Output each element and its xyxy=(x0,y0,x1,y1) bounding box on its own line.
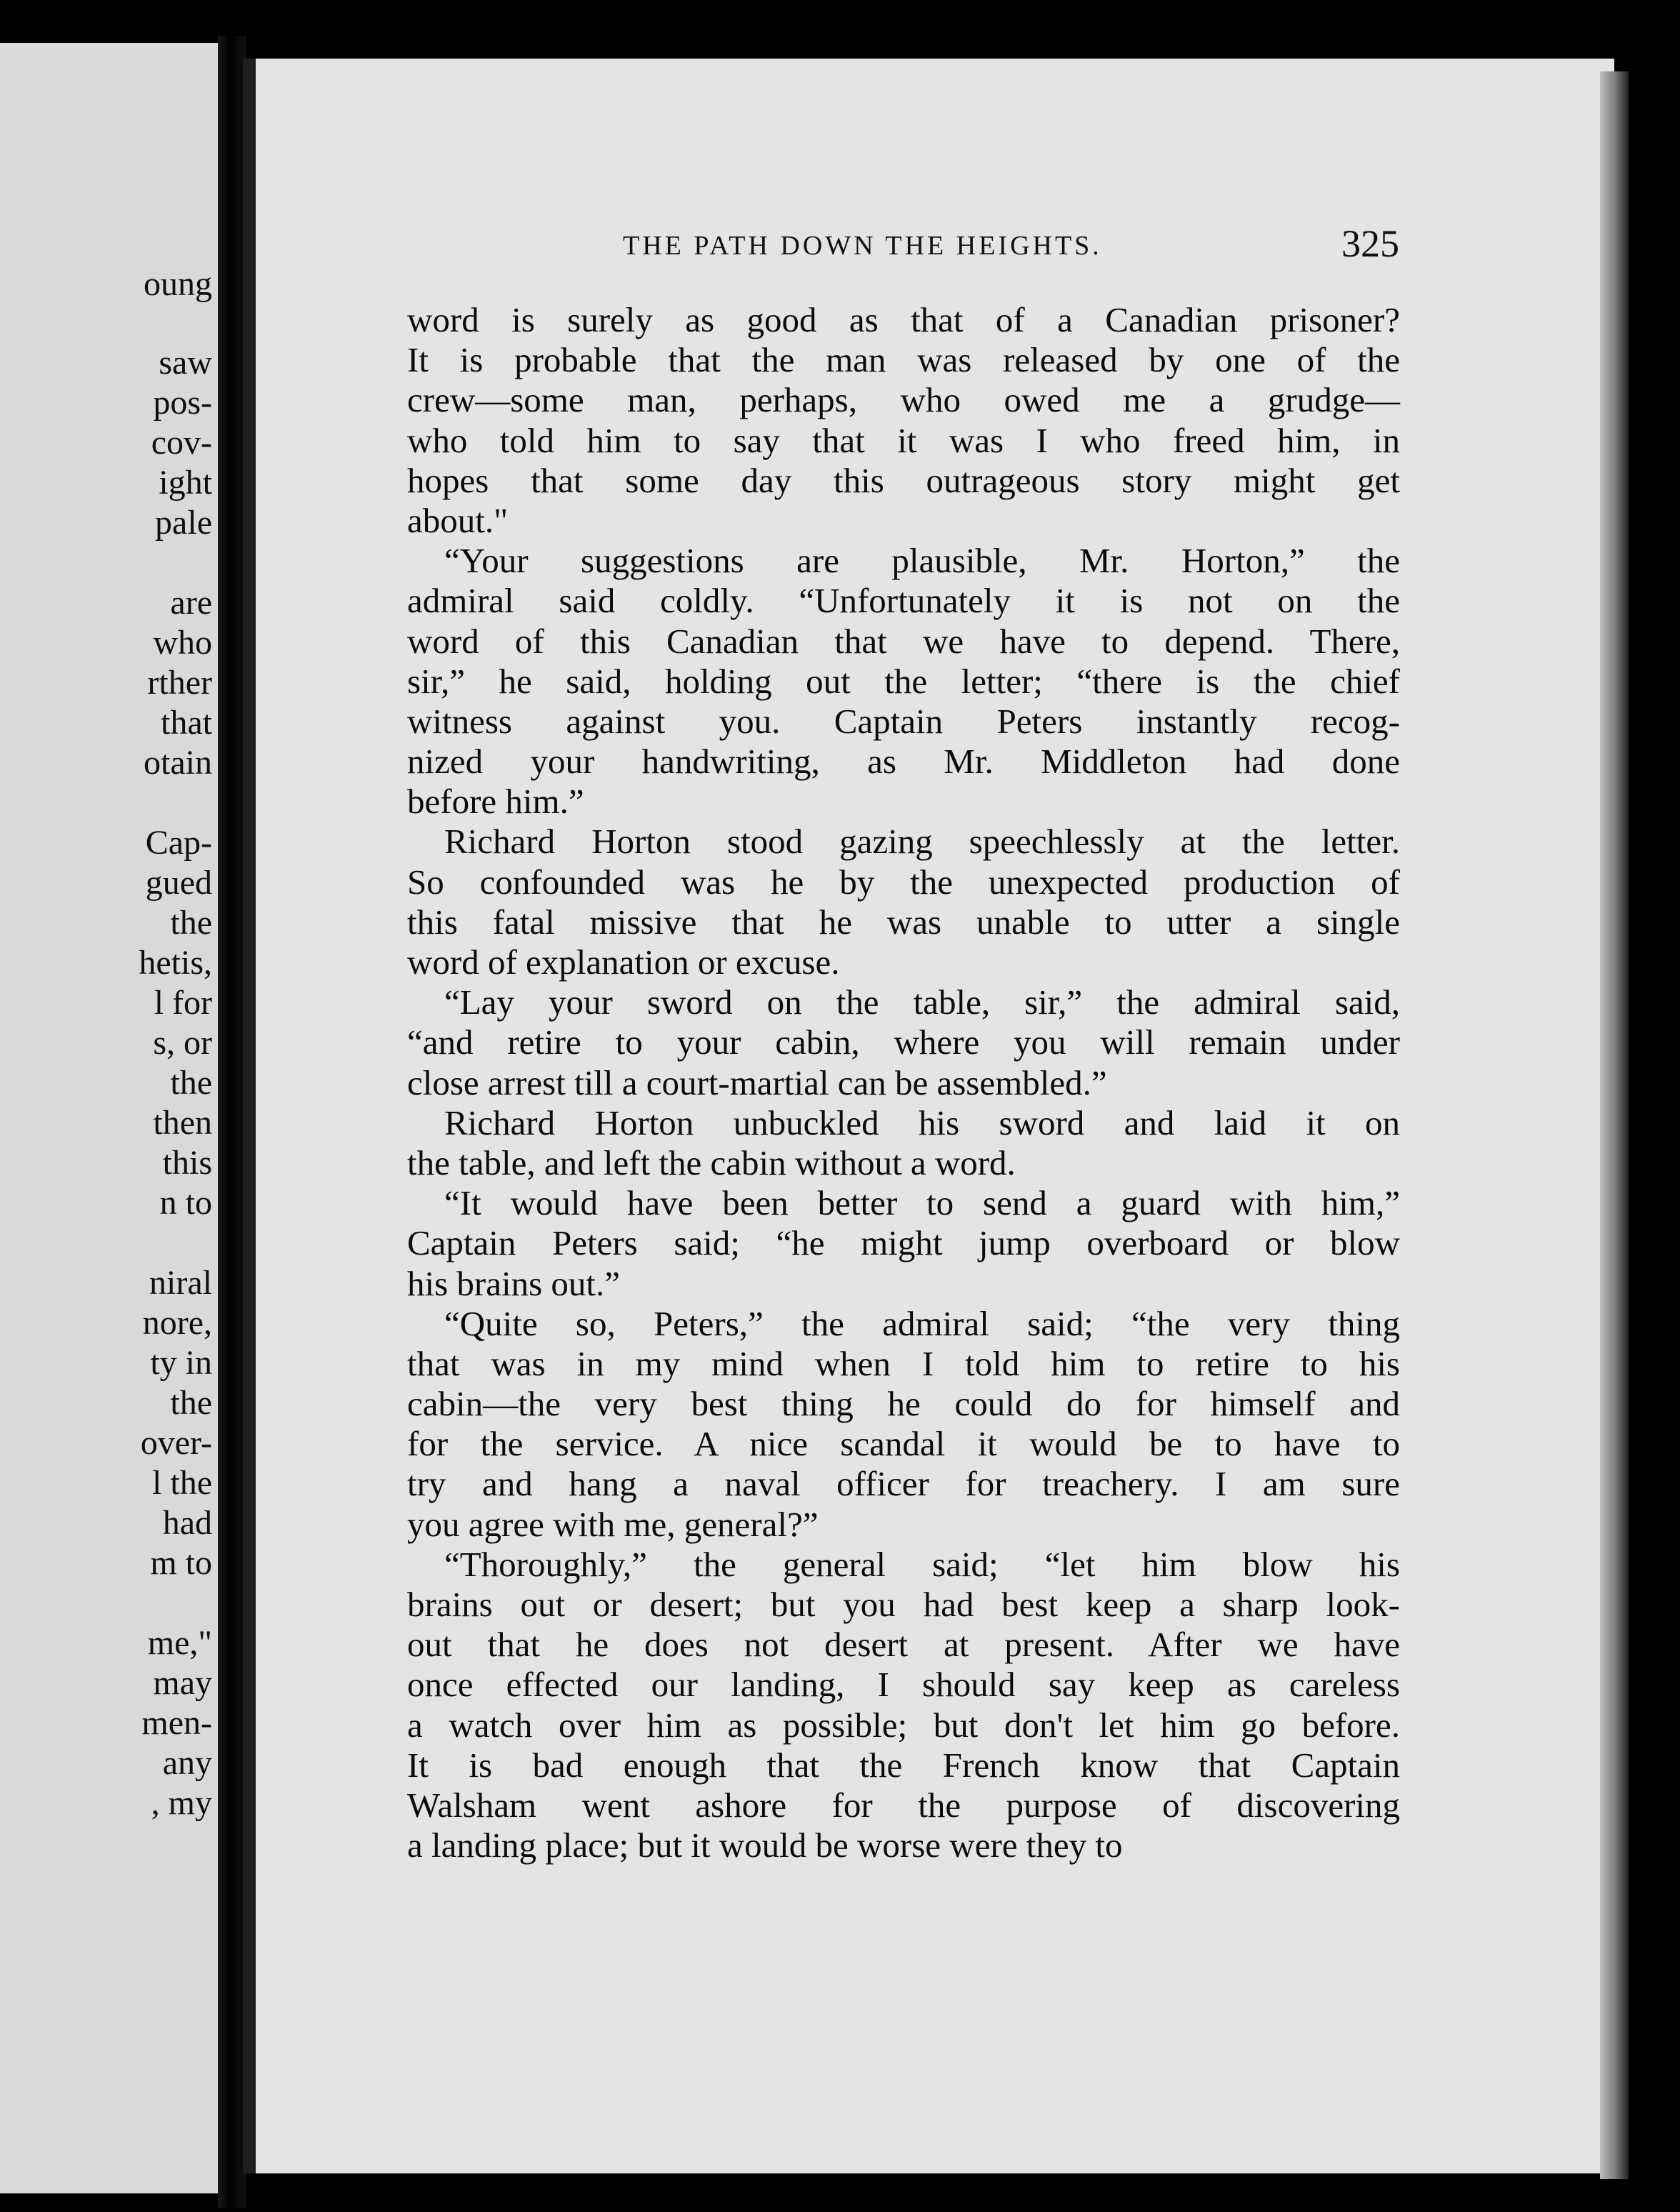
text-line: once effected our landing, I should say keep as careless xyxy=(407,1665,1400,1705)
text-line: “and retire to your cabin, where you will remain under xyxy=(407,1022,1400,1062)
left-page-fragment: who xyxy=(153,624,212,662)
left-page-fragment: me," xyxy=(147,1624,212,1662)
left-page-fragment: l the xyxy=(152,1464,212,1502)
left-page-fragment: n to xyxy=(159,1184,212,1222)
text-line: Captain Peters said; “he might jump overboard or blow xyxy=(407,1223,1400,1263)
text-line: you agree with me, general?” xyxy=(407,1504,819,1544)
left-page-fragment: ty in xyxy=(150,1344,212,1382)
text-line: before him.” xyxy=(407,782,584,822)
left-page-fragment: s, or xyxy=(153,1024,212,1062)
text-line: for the service. A nice scandal it would be to have to xyxy=(407,1424,1400,1464)
text-line: Richard Horton unbuckled his sword and laid it on xyxy=(444,1102,1400,1142)
text-line: crew—some man, perhaps, who owed me a grudge— xyxy=(407,380,1400,420)
running-head: THE PATH DOWN THE HEIGHTS. xyxy=(623,231,1102,261)
left-page-fragment: the xyxy=(170,1064,212,1102)
left-page-fragment: hetis, xyxy=(139,944,212,982)
text-line: “It would have been better to send a guard with him,” xyxy=(444,1183,1400,1223)
left-page-fragment: , my xyxy=(151,1784,212,1822)
left-page-fragment: cov- xyxy=(151,424,212,462)
text-line: a landing place; but it would be worse were they to xyxy=(407,1825,1123,1865)
body-text xyxy=(407,300,1400,1865)
text-line: word of this Canadian that we have to depend. There, xyxy=(407,621,1400,661)
text-line: Richard Horton stood gazing speechlessly at the letter. xyxy=(444,822,1400,862)
left-page-fragment: oung xyxy=(144,265,212,303)
text-line: “Quite so, Peters,” the admiral said; “the very thing xyxy=(444,1303,1400,1343)
text-line: out that he does not desert at present. After we have xyxy=(407,1625,1400,1665)
text-line: hopes that some day this outrageous story might get xyxy=(407,460,1400,500)
text-line: try and hang a naval officer for treachery. I am sure xyxy=(407,1464,1400,1504)
text-line: close arrest till a court-martial can be assembled.” xyxy=(407,1062,1107,1102)
left-page-fragment: men- xyxy=(141,1704,212,1742)
left-page-fragment: may xyxy=(153,1664,212,1702)
text-line: word is surely as good as that of a Canadian prisoner? xyxy=(407,300,1400,339)
text-line: his brains out.” xyxy=(407,1263,621,1303)
text-line: the table, and left the cabin without a word. xyxy=(407,1142,1016,1182)
left-page-fragment: had xyxy=(162,1504,212,1542)
left-page-fragment: niral xyxy=(149,1264,212,1302)
text-line: admiral said coldly. “Unfortunately it is not on the xyxy=(407,581,1400,621)
book-gutter xyxy=(218,36,246,2208)
text-line: It is bad enough that the French know that Captain xyxy=(407,1745,1400,1785)
left-page-fragment: gued xyxy=(145,864,212,902)
text-line: cabin—the very best thing he could do for himself and xyxy=(407,1384,1400,1424)
left-page-fragment: m to xyxy=(150,1544,212,1582)
page-number: 325 xyxy=(1341,222,1399,265)
left-page-fragment: then xyxy=(153,1104,212,1142)
text-line: word of explanation or excuse. xyxy=(407,942,840,982)
facing-page-left xyxy=(0,43,225,2193)
text-line: Walsham went ashore for the purpose of discovering xyxy=(407,1785,1400,1825)
left-page-fragment: Cap- xyxy=(145,824,212,862)
text-line: brains out or desert; but you had best keep a sharp look- xyxy=(407,1585,1400,1624)
text-line: It is probable that the man was released by one of the xyxy=(407,340,1400,380)
left-page-fragment: the xyxy=(170,1384,212,1422)
text-line: witness against you. Captain Peters instantly recog- xyxy=(407,701,1400,741)
text-line: So confounded was he by the unexpected production of xyxy=(407,862,1400,902)
left-page-fragment: this xyxy=(162,1144,212,1182)
text-line: a watch over him as possible; but don't let him go before. xyxy=(407,1705,1400,1745)
left-page-fragment: pale xyxy=(155,504,212,542)
left-page-fragment: ight xyxy=(159,464,212,502)
left-page-fragment: are xyxy=(170,584,212,622)
text-line: “Thoroughly,” the general said; “let him blow his xyxy=(444,1544,1400,1584)
text-line: that was in my mind when I told him to retire to his xyxy=(407,1343,1400,1383)
left-page-fragment: saw xyxy=(159,344,212,382)
text-line: nized your handwriting, as Mr. Middleton had done xyxy=(407,742,1400,782)
left-page-fragment: that xyxy=(161,704,212,742)
left-page-fragment: l for xyxy=(154,984,212,1022)
text-line: sir,” he said, holding out the letter; “there is the chief xyxy=(407,661,1400,701)
left-page-fragment: any xyxy=(162,1744,212,1782)
left-page-fragment: the xyxy=(170,904,212,942)
text-line: “Lay your sword on the table, sir,” the admiral said, xyxy=(444,982,1400,1022)
left-page-fragment: over- xyxy=(140,1424,212,1462)
text-line: who told him to say that it was I who freed him, in xyxy=(407,420,1400,460)
text-line: “Your suggestions are plausible, Mr. Horton,” the xyxy=(444,541,1400,581)
text-line: about." xyxy=(407,500,509,540)
left-page-fragment: rther xyxy=(147,664,212,702)
left-page-fragment: nore, xyxy=(142,1304,212,1342)
text-line: this fatal missive that he was unable to utter a single xyxy=(407,902,1400,942)
left-page-fragment: otain xyxy=(144,744,212,782)
page-edge-shadow xyxy=(1600,71,1629,2179)
left-page-fragment: pos- xyxy=(153,384,212,422)
